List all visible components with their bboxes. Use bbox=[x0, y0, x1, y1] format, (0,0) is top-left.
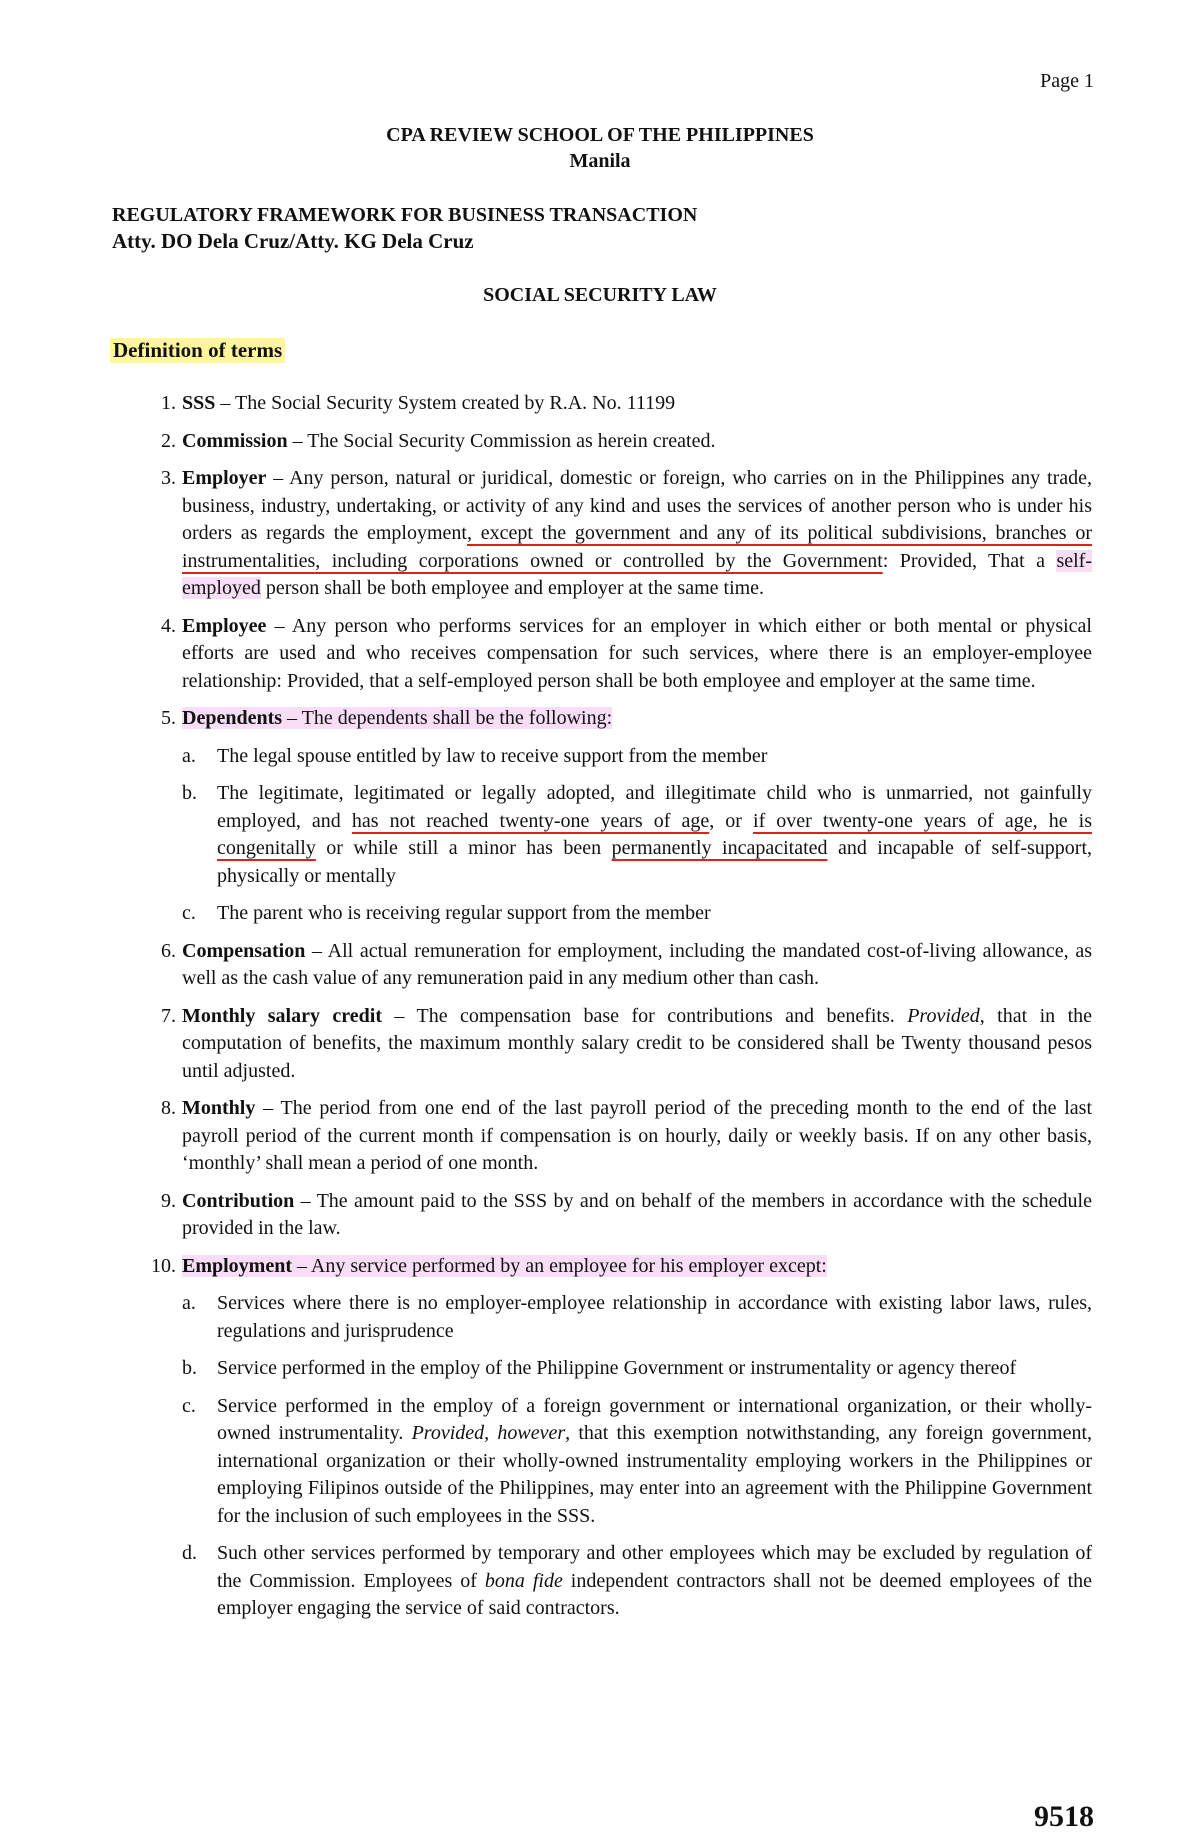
term: Monthly bbox=[182, 1097, 256, 1119]
red-underlined-text: permanently incapacitated bbox=[611, 837, 828, 859]
sub-item bbox=[112, 780, 1092, 890]
sub-letter: c. bbox=[182, 902, 196, 924]
red-underlined-text: if over twenty-one years of age, he is congenitally bbox=[217, 809, 1092, 859]
definition: person shall be both employee and employer at the same time. bbox=[260, 577, 765, 599]
sub-text: , that this exemption notwithstanding, any foreign government, international organization or their wholly-owned instrumentality employing workers in the Philippines or employing Filipinos outside of the Philippines, may enter into an agreement with the Philippine Government for the inclusion of such employees in the SSS. bbox=[217, 1422, 1092, 1527]
sub-letter: a. bbox=[182, 744, 196, 767]
definition: , that in the computation of benefits, the maximum monthly salary credit to be considered shall be Twenty thousand pesos until adjusted. bbox=[182, 1004, 1092, 1082]
law-title: SOCIAL SECURITY LAW bbox=[483, 284, 717, 306]
sub-text: The legal spouse entitled by law to receive support from the member bbox=[217, 744, 768, 767]
item-number: 8. bbox=[161, 1097, 176, 1119]
sub-item bbox=[112, 900, 1092, 928]
item-number: 1. bbox=[161, 392, 176, 414]
sub-text: , or bbox=[709, 809, 754, 832]
list-item bbox=[112, 1095, 1092, 1178]
sub-item bbox=[112, 1355, 1092, 1383]
sub-letter: b. bbox=[182, 1357, 197, 1379]
term: Dependents bbox=[182, 707, 283, 729]
item-number: 6. bbox=[161, 939, 176, 962]
item-number: 2. bbox=[161, 429, 176, 452]
definition: – The period from one end of the last payroll period of the preceding month to the end of the last payroll period of the current month if compensation is on hourly, daily or weekly basis. If on any other basis, ‘monthly’ shall mean a period of one month. bbox=[182, 1097, 1092, 1174]
sub-item bbox=[112, 1393, 1092, 1531]
definition: – All actual remuneration for employment, including the mandated cost-of-living allowance, as well as the cash value of any remuneration paid in any medium other than cash. bbox=[182, 939, 1092, 989]
red-underlined-text: has not reached twenty-one years of age bbox=[351, 809, 710, 832]
pink-highlight bbox=[182, 1255, 827, 1277]
definition: – The amount paid to the SSS by and on behalf of the members in accordance with the schedule provided in the law. bbox=[182, 1189, 1092, 1239]
sub-text: and incapable of self-support, physically or mentally bbox=[217, 837, 1092, 887]
definition: – Any person, natural or juridical, domestic or foreign, who carries on in the Philippines any trade, business, industry, undertaking, or activity of any kind and uses the services of another person who is under his orders as regards the employment bbox=[182, 467, 1092, 544]
definition: – The compensation base for contributions and benefits. bbox=[382, 1004, 908, 1027]
list-item bbox=[112, 613, 1092, 696]
item-number: 10. bbox=[151, 1254, 176, 1277]
authors: Atty. DO Dela Cruz/Atty. KG Dela Cruz bbox=[112, 229, 474, 253]
item-number: 3. bbox=[161, 467, 176, 489]
sub-text: Service performed in the employ of a foreign government or international organization, or their wholly-owned instrumentality. bbox=[217, 1394, 1092, 1444]
school-city: Manila bbox=[569, 150, 631, 172]
item-number: 7. bbox=[161, 1004, 176, 1027]
definition: – The Social Security Commission as herein created. bbox=[287, 429, 716, 452]
sub-text: Service performed in the employ of the Philippine Government or instrumentality or agency thereof bbox=[217, 1357, 1017, 1379]
list-item bbox=[112, 938, 1092, 993]
pink-highlight: self-employed bbox=[182, 549, 1092, 599]
list-item bbox=[112, 1003, 1092, 1086]
list-item bbox=[112, 465, 1092, 603]
definition: – The dependents shall be the following: bbox=[282, 707, 613, 729]
sub-text: The parent who is receiving regular support from the member bbox=[217, 902, 711, 924]
term: Employment bbox=[182, 1254, 292, 1277]
footer-code: 9518 bbox=[1034, 1800, 1094, 1833]
term: Employer bbox=[182, 467, 267, 489]
term: Employee bbox=[182, 614, 267, 637]
term: Contribution bbox=[182, 1189, 295, 1212]
pink-highlight bbox=[182, 707, 612, 729]
subject-title: REGULATORY FRAMEWORK FOR BUSINESS TRANSACTION bbox=[112, 204, 698, 226]
sub-text: or while still a minor has been bbox=[315, 837, 612, 859]
italic-text: bona fide bbox=[484, 1569, 563, 1592]
sub-letter: a. bbox=[182, 1292, 196, 1314]
sub-letter: c. bbox=[182, 1394, 196, 1417]
list-item bbox=[112, 705, 1092, 733]
sub-item bbox=[112, 1540, 1092, 1623]
red-underlined-text: , except the government and any of its political subdivisions, branches or instrumentalities, including corporations owned or controlled by the Government bbox=[182, 522, 1092, 572]
sub-letter: d. bbox=[182, 1542, 197, 1564]
section-heading: Definition of terms bbox=[110, 338, 285, 363]
item-number: 5. bbox=[161, 707, 176, 729]
sub-item bbox=[112, 1290, 1092, 1345]
definitions-list bbox=[112, 390, 1092, 1633]
italic-text: Provided, however bbox=[411, 1422, 566, 1444]
definition: – The Social Security System created by R.A. No. 11199 bbox=[215, 392, 676, 414]
list-item bbox=[112, 428, 1092, 456]
sub-text: The legitimate, legitimated or legally adopted, and illegitimate child who is unmarried, not gainfully employed, and bbox=[217, 782, 1092, 832]
sub-text: independent contractors shall not be deemed employees of the employer engaging the service of said contractors. bbox=[217, 1569, 1093, 1619]
list-item bbox=[112, 1253, 1092, 1281]
item-number: 9. bbox=[161, 1189, 176, 1212]
school-name: CPA REVIEW SCHOOL OF THE PHILIPPINES bbox=[386, 124, 814, 146]
term: Compensation bbox=[182, 939, 306, 962]
page-number: Page 1 bbox=[1040, 70, 1094, 92]
list-item bbox=[112, 1188, 1092, 1243]
definition: – Any person who performs services for an employer in which either or both mental or physical efforts are used and who receives compensation for such services, where there is an employer-employee relationship: Provided, that a self-employed person shall be both employee and employer at the same time. bbox=[182, 614, 1092, 692]
sub-text: Services where there is no employer-employee relationship in accordance with existing labor laws, rules, regulations and jurisprudence bbox=[217, 1292, 1092, 1342]
definition: – Any service performed by an employee for his employer except: bbox=[292, 1254, 827, 1277]
term: Monthly salary credit bbox=[182, 1004, 383, 1027]
sub-text: Such other services performed by temporary and other employees which may be excluded by regulation of the Commission. Employees of bbox=[217, 1542, 1092, 1592]
term: SSS bbox=[182, 392, 216, 414]
definition: : Provided, That a bbox=[882, 549, 1057, 572]
sub-letter: b. bbox=[182, 782, 197, 804]
sub-item bbox=[112, 743, 1092, 771]
item-number: 4. bbox=[161, 614, 176, 637]
list-item bbox=[112, 390, 1092, 418]
italic-text: Provided bbox=[907, 1004, 980, 1027]
term: Commission bbox=[182, 429, 288, 452]
